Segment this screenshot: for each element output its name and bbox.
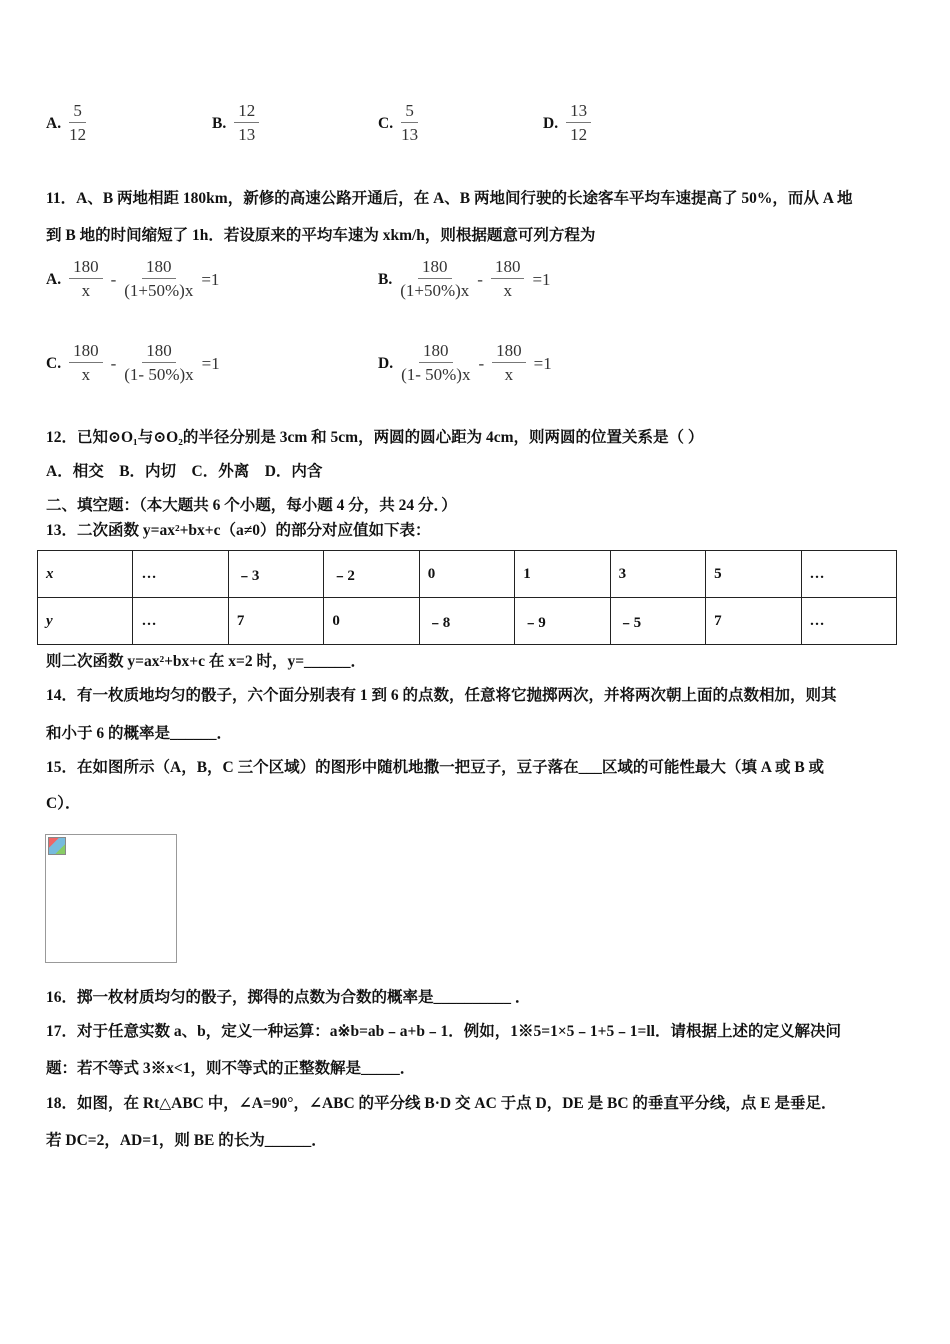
table-cell: … xyxy=(801,551,897,598)
q10-option-d: D. $\frac{13}{12}$ xyxy=(543,100,591,147)
q11-option-c: C. $\frac{180}{x}$ - $\frac{180}{(1- 50\%)x}$ =1 xyxy=(46,341,220,384)
q15-line2: C）． xyxy=(46,795,81,812)
table-cell: ﹣5 xyxy=(610,598,705,645)
table-cell: 1 xyxy=(515,551,610,598)
table-cell: x xyxy=(38,551,133,598)
table-cell: ﹣3 xyxy=(228,551,323,598)
q12-text: 12．已知⊙O₁与⊙O₂的半径分别是 3cm 和 5cm，两圆的圆心距为 4cm，则两圆的位置关系是（ ） xyxy=(46,429,704,446)
q17-line1: 17．对于任意实数 a、b，定义一种运算：a※b=ab﹣a+b﹣1．例如，1※5=1×5﹣1+5﹣1=ll．请根据上述的定义解决问 xyxy=(46,1023,841,1040)
broken-image-placeholder xyxy=(45,834,177,963)
table-cell: 5 xyxy=(706,551,801,598)
q11-option-d: D. $\frac{180}{(1- 50\%)x}$ - $\frac{180}{x}$ =1 xyxy=(378,341,552,384)
table-cell: 7 xyxy=(706,598,801,645)
q11-option-b: B. $\frac{180}{(1+50\%)x}$ - $\frac{180}{x}$ =1 xyxy=(378,257,551,300)
q10-option-a: A. $\frac{5}{12}$ xyxy=(46,101,87,144)
table-cell: … xyxy=(801,598,897,645)
table-row-y xyxy=(38,598,897,645)
table-cell: 0 xyxy=(419,551,514,598)
table-row-x xyxy=(38,551,897,598)
table-cell: … xyxy=(133,551,228,598)
q13-after: 则二次函数 y=ax²+bx+c 在 x=2 时，y=______． xyxy=(46,653,367,670)
q14-line2: 和小于 6 的概率是______． xyxy=(46,725,233,742)
section-2-heading: 二、填空题：（本大题共 6 个小题，每小题 4 分，共 24 分．） xyxy=(46,497,457,514)
table-cell: ﹣2 xyxy=(324,551,419,598)
table-cell: 7 xyxy=(228,598,323,645)
table-cell: y xyxy=(38,598,133,645)
q11-line1: 11．A、B 两地相距 180km，新修的高速公路开通后，在 A、B 两地间行驶的长途客车平均车速提高了 50%，而从 A 地 xyxy=(46,190,853,207)
q11-line2: 到 B 地的时间缩短了 1h．若设原来的平均车速为 xkm/h，则根据题意可列方程为 xyxy=(46,227,596,244)
q14-line1: 14．有一枚质地均匀的骰子，六个面分别表有 1 到 6 的点数，任意将它抛掷两次，并将两次朝上面的点数相加，则其 xyxy=(46,687,837,704)
table-cell: … xyxy=(133,598,228,645)
q18-line1: 18．如图，在 Rt△ABC 中，∠A=90°，∠ABC 的平分线 B·D 交 AC 于点 D，DE 是 BC 的垂直平分线，点 E 是垂足． xyxy=(46,1095,837,1112)
q13-value-table xyxy=(37,550,897,645)
q11-option-a: A. $\frac{180}{x}$ - $\frac{180}{(1+50\%)x}$ =1 xyxy=(46,257,220,300)
q16-text: 16．掷一枚材质均匀的骰子，掷得的点数为合数的概率是__________ ． xyxy=(46,989,531,1006)
q10-option-c: C. $\frac{5}{13}$ xyxy=(378,101,419,144)
q10-option-b: B. $\frac{12}{13}$ xyxy=(212,100,259,147)
table-cell: 3 xyxy=(610,551,705,598)
q12-options: A．相交 B．内切 C．外离 D．内含 xyxy=(46,463,323,480)
q18-line2: 若 DC=2，AD=1，则 BE 的长为______． xyxy=(46,1132,327,1149)
table-cell: 0 xyxy=(324,598,419,645)
q17-line2: 题：若不等式 3※x<1，则不等式的正整数解是_____． xyxy=(46,1060,416,1077)
q13-text: 13．二次函数 y=ax²+bx+c（a≠0）的部分对应值如下表： xyxy=(46,522,431,539)
table-cell: ﹣9 xyxy=(515,598,610,645)
table-cell: ﹣8 xyxy=(419,598,514,645)
broken-image-icon xyxy=(48,837,66,855)
q15-line1: 15．在如图所示（A，B，C 三个区域）的图形中随机地撒一把豆子，豆子落在___区域的可能性最大（填 A 或 B 或 xyxy=(46,759,825,776)
